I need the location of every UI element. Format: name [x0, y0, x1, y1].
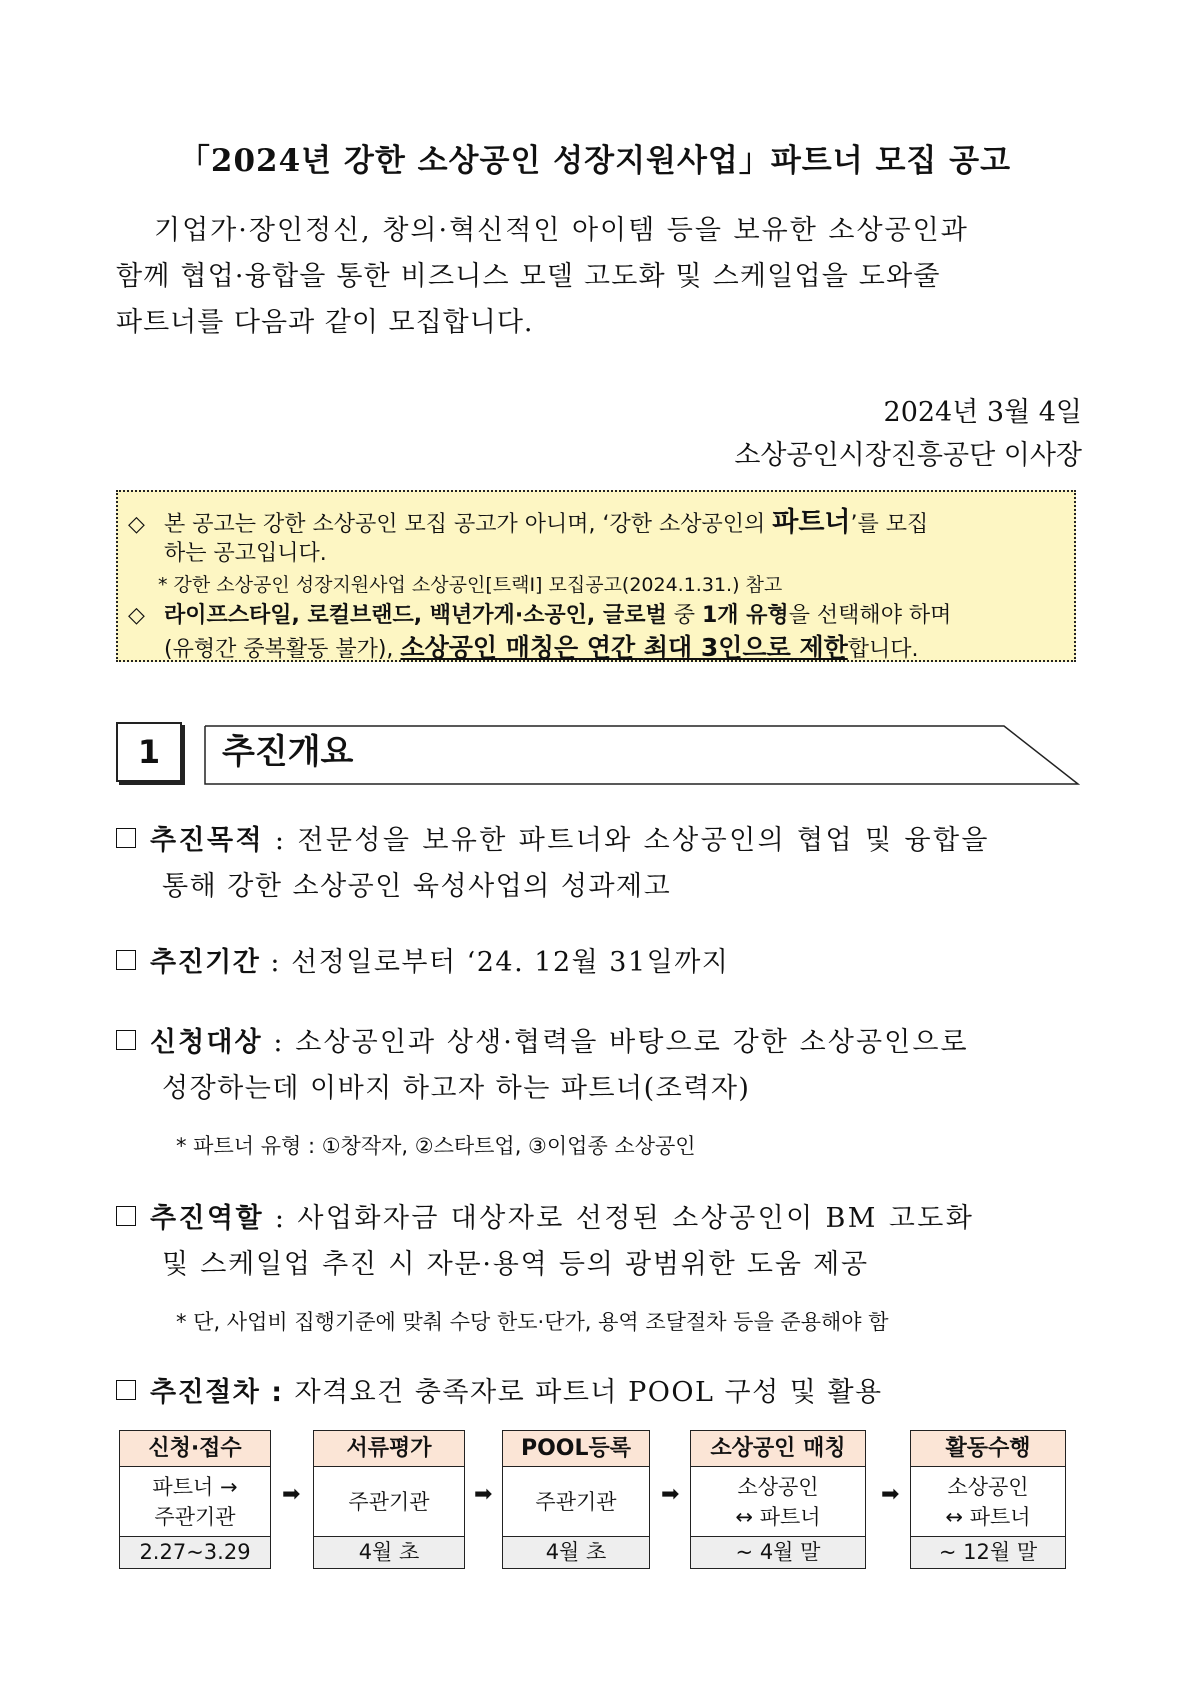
stage-title: POOL등록 [503, 1431, 649, 1467]
item-text-continued: 통해 강한 소상공인 육성사업의 성과제고 [162, 871, 672, 902]
flow-arrow-icon: ➡ [474, 1482, 493, 1507]
stage-body-line: 주관기관 [535, 1489, 617, 1514]
stage-schedule: 2.27~3.29 [120, 1537, 270, 1568]
item-separator: : [263, 825, 298, 856]
item-separator: : [260, 1377, 295, 1408]
section-number: 1 [116, 722, 182, 782]
item-text: 소상공인과 상생·협력을 바탕으로 강한 소상공인으로 [295, 1027, 969, 1058]
stage-schedule: 4월 초 [314, 1537, 464, 1568]
flow-stage-review [313, 1430, 465, 1569]
checkbox-bullet-icon [116, 1030, 136, 1050]
checkbox-bullet-icon [116, 828, 136, 848]
period-item [116, 940, 1080, 986]
announcement-date: 2024년 3월 4일 [883, 397, 1082, 428]
procedure-flow [0, 1430, 1190, 1570]
stage-body [503, 1467, 649, 1537]
item-text: 사업화자금 대상자로 선정된 소상공인이 BM 고도화 [297, 1203, 975, 1234]
flow-stage-pool [502, 1430, 650, 1569]
item-label: 추진기간 [150, 947, 261, 978]
stage-body [911, 1467, 1065, 1537]
stage-body [120, 1467, 270, 1537]
item-label: 추진역할 [150, 1203, 264, 1234]
stage-body-line: 주관기관 [154, 1504, 236, 1529]
intro-line-1: 기업가·장인정신, 창의·혁신적인 아이템 등을 보유한 소상공인과 [154, 215, 969, 246]
notice-highlight: 파트너 [772, 507, 851, 538]
item-text: : 선정일로부터 ‘24. 12월 31일까지 [260, 947, 730, 978]
stage-body-line: 주관기관 [348, 1489, 430, 1514]
checkbox-bullet-icon [116, 1380, 136, 1400]
stage-body-line: ↔ 파트너 [945, 1504, 1031, 1529]
stage-title: 서류평가 [314, 1431, 464, 1467]
role-item [116, 1196, 1080, 1288]
stage-body-line: 소상공인 [947, 1474, 1029, 1499]
stage-schedule: 4월 초 [503, 1537, 649, 1568]
partner-type-note: * 파트너 유형 : ①창작자, ②스타트업, ③이업종 소상공인 [176, 1134, 696, 1158]
intro-paragraph [116, 208, 1078, 346]
notice-limit-max: 최대 3인 [643, 633, 743, 662]
diamond-bullet-icon: ◇ [128, 603, 145, 628]
section-title: 추진개요 [222, 732, 354, 772]
item-label: 추진목적 [150, 825, 264, 856]
notice-limit: 으로 제한 [742, 633, 848, 662]
notice-text: 본 공고는 강한 소상공인 모집 공고가 아니며, ‘강한 소상공인의 [164, 512, 773, 537]
notice-text: ’를 모집 [850, 512, 929, 537]
flow-stage-activity [910, 1430, 1066, 1569]
notice-line-1 [128, 500, 928, 539]
notice-types: 라이프스타일, 로컬브랜드, 백년가게·소공인, 글로벌 [164, 603, 667, 628]
diamond-bullet-icon: ◇ [128, 512, 145, 537]
notice-footnote: * 강한 소상공인 성장지원사업 소상공인[트랙Ⅰ] 모집공고(2024.1.31.) 참고 [158, 574, 783, 596]
stage-schedule: ~ 12월 말 [911, 1537, 1065, 1568]
notice-limit: 소상공인 매칭은 연간 [400, 633, 644, 662]
stage-title: 신청·접수 [120, 1431, 270, 1467]
stage-body [691, 1467, 865, 1537]
stage-body-line: ↔ 파트너 [735, 1504, 821, 1529]
item-text: 전문성을 보유한 파트너와 소상공인의 협업 및 융합을 [297, 825, 990, 856]
stage-body-line: 파트너 → [152, 1474, 238, 1499]
stage-body [314, 1467, 464, 1537]
checkbox-bullet-icon [116, 950, 136, 970]
flow-arrow-icon: ➡ [282, 1482, 301, 1507]
notice-box [116, 490, 1076, 662]
notice-line-4 [128, 598, 951, 629]
item-separator: : [262, 1027, 296, 1058]
stage-title: 활동수행 [911, 1431, 1065, 1467]
role-note: * 단, 사업비 집행기준에 맞춰 수당 한도·단가, 용역 조달절차 등을 준용해야 함 [176, 1310, 889, 1334]
notice-line-5 [164, 628, 919, 664]
item-text-continued: 및 스케일업 추진 시 자문·용역 등의 광범위한 도움 제공 [162, 1249, 869, 1280]
notice-line-2: 하는 공고입니다. [164, 541, 327, 566]
procedure-item [116, 1370, 1080, 1416]
purpose-item [116, 818, 1080, 910]
notice-text: (유형간 중복활동 불가), [164, 637, 401, 662]
checkbox-bullet-icon [116, 1206, 136, 1226]
stage-title: 소상공인 매칭 [691, 1431, 865, 1467]
item-separator: : [263, 1203, 298, 1234]
notice-type-count: 1개 유형 [701, 603, 789, 628]
target-item [116, 1020, 1080, 1112]
page-title: 「2024년 강한 소상공인 성장지원사업」파트너 모집 공고 [178, 143, 1012, 179]
flow-stage-matching [690, 1430, 866, 1569]
issuer-name: 소상공인시장진흥공단 이사장 [734, 440, 1082, 471]
intro-line-3: 파트너를 다음과 같이 모집합니다. [116, 307, 534, 338]
stage-body-line: 소상공인 [737, 1474, 819, 1499]
intro-line-2: 함께 협업·융합을 통한 비즈니스 모델 고도화 및 스케일업을 도와줄 [116, 261, 941, 292]
item-text: 자격요건 충족자로 파트너 POOL 구성 및 활용 [294, 1377, 883, 1408]
notice-text: 중 [666, 603, 702, 628]
item-label: 신청대상 [150, 1027, 263, 1058]
notice-text: 을 선택해야 하며 [788, 603, 952, 628]
flow-arrow-icon: ➡ [661, 1482, 680, 1507]
item-label: 추진절차 [150, 1377, 261, 1408]
item-text-continued: 성장하는데 이바지 하고자 하는 파트너(조력자) [162, 1073, 751, 1104]
stage-schedule: ~ 4월 말 [691, 1537, 865, 1568]
notice-text: 합니다. [847, 637, 919, 662]
flow-arrow-icon: ➡ [881, 1482, 900, 1507]
flow-stage-apply [119, 1430, 271, 1569]
